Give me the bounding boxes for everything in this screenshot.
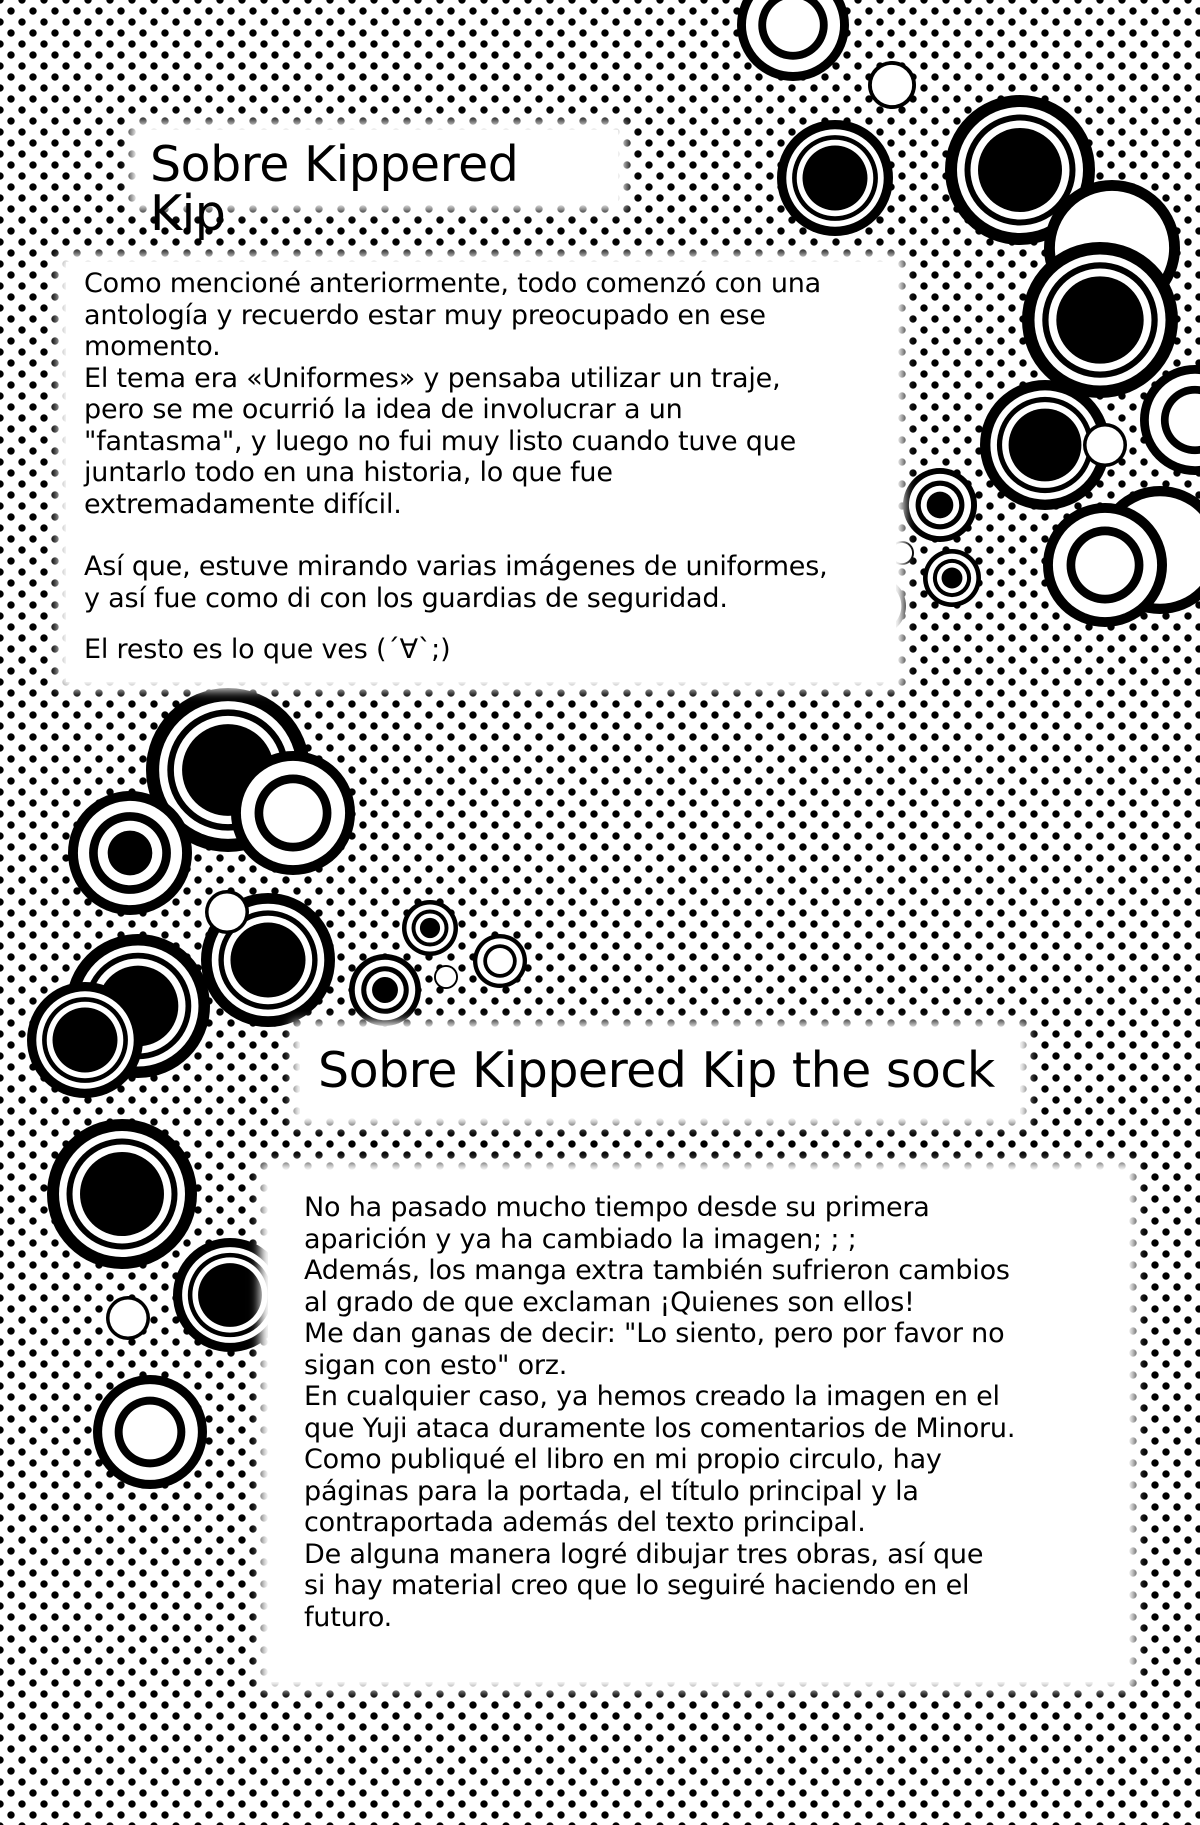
ring-motif-4: [777, 120, 893, 236]
ring-motif-1: [737, 0, 849, 81]
ring-motif-25: [473, 934, 527, 988]
section1-paragraph-2: Así que, estuve mirando varias imágenes de uniformes, y así fue como di con los guardias de seguridad.: [84, 551, 828, 614]
ring-motif-22: [27, 982, 143, 1098]
ring-motif-21: [66, 934, 210, 1078]
ring-motif-10: [1043, 503, 1167, 627]
ring-motif-9: [1096, 486, 1200, 614]
ring-motif-17: [231, 751, 355, 875]
ring-motif-19: [201, 893, 335, 1027]
ring-motif-3: [945, 95, 1095, 245]
ring-motif-27: [47, 1119, 197, 1269]
section1-paragraph-3: El resto es lo que ves (´∀`;): [84, 634, 451, 665]
ring-motif-16: [146, 688, 310, 852]
ring-motif-30: [93, 1375, 207, 1489]
ring-motif-11: [1083, 423, 1127, 467]
ring-motif-5: [1044, 180, 1180, 316]
ring-motif-8: [1140, 365, 1200, 475]
ring-motif-18: [68, 791, 192, 915]
ring-motif-24: [349, 954, 421, 1026]
ring-motif-13: [923, 549, 981, 607]
section2-paragraph: No ha pasado mucho tiempo desde su primera aparición y ya ha cambiado la imagen; ; ; Además, los manga extra también sufrieron cambios al grado de que exclaman ¡Quienes son ellos! Me dan ganas de decir: "Lo siento, pero por favor no sigan con esto" orz. En cualquier caso, ya hemos creado la imagen en el que Yuji ataca duramente los comentarios de Minoru. Como publiqué el libro en mi propio circulo, hay páginas para la portada, el título principal y la contraportada además del texto principal. De alguna manera logré dibujar tres obras, así que si hay material creo que lo seguiré haciendo en el futuro.: [304, 1192, 1016, 1633]
section1-title-box: [138, 130, 618, 242]
section1-title: Sobre Kippered Kip: [150, 136, 519, 242]
section1-body: [66, 262, 896, 682]
ring-motif-6: [1022, 242, 1178, 398]
section2-title-box: [300, 1030, 1020, 1118]
ring-motif-12: [903, 468, 977, 542]
section2-title: Sobre Kippered Kip the sock: [318, 1042, 995, 1099]
ring-motif-2: [868, 61, 916, 109]
ring-motif-23: [402, 900, 458, 956]
ring-motif-20: [205, 890, 249, 934]
ring-motif-29: [106, 1296, 150, 1340]
section2-body: [268, 1170, 1128, 1682]
section1-paragraph-1: Como mencioné anteriormente, todo comenzó con una antología y recuerdo estar muy preocupado en ese momento. El tema era «Uniformes» y pensaba utilizar un traje, pero se me ocurrió la idea de involucrar a un "fantasma", y luego no fui muy listo cuando tuve que juntarlo todo en una historia, lo que fue extremadamente difícil.: [84, 268, 821, 520]
ring-motif-26: [434, 965, 458, 989]
ring-motif-7: [980, 380, 1110, 510]
